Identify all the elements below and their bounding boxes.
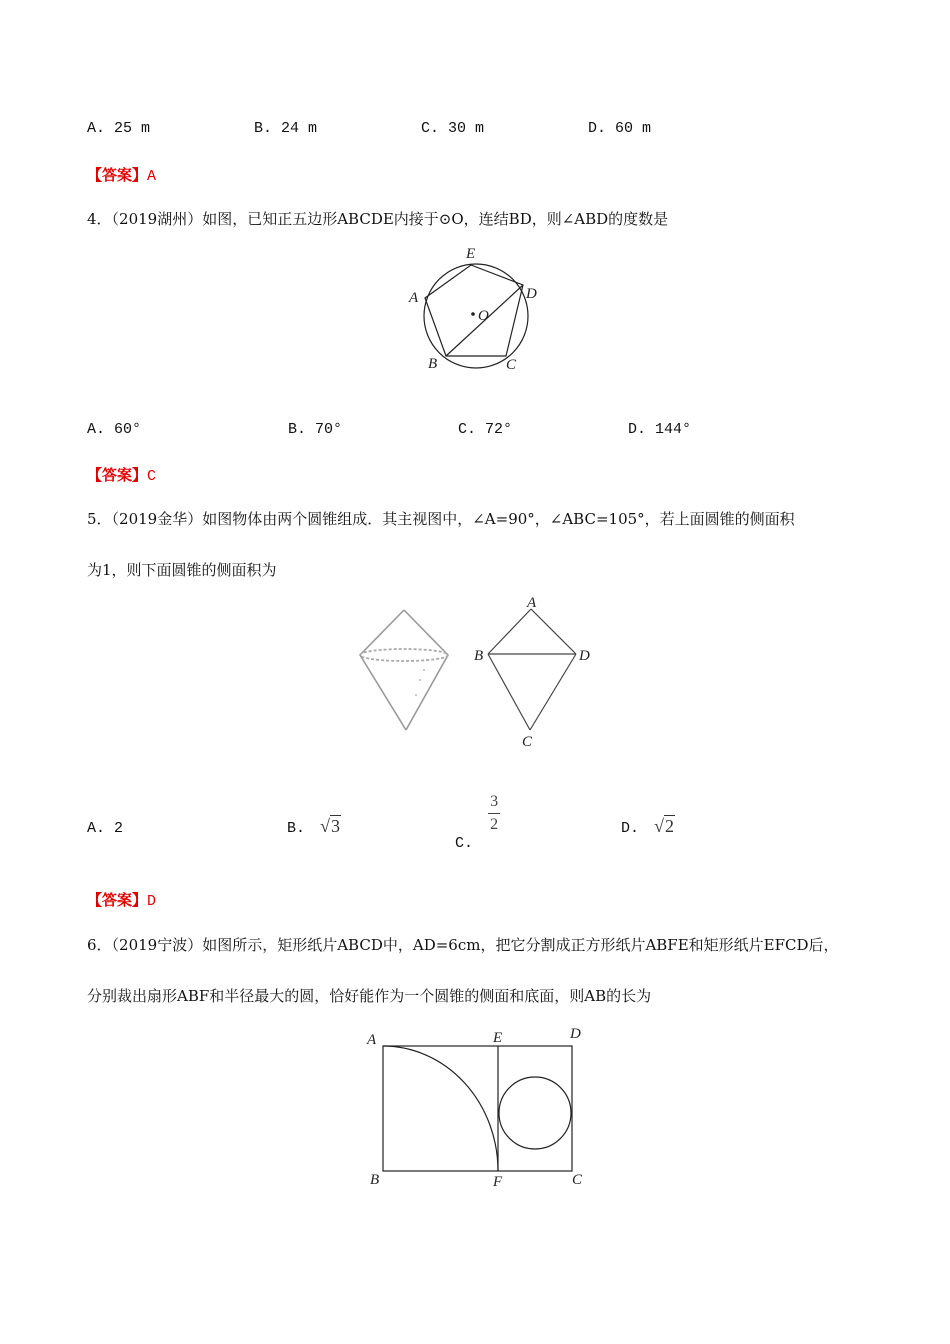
q3-answer <box>87 164 156 185</box>
label-f: F <box>493 1174 503 1190</box>
q4-option-a: A. 60° <box>87 421 142 438</box>
radicand: 3 <box>331 816 340 836</box>
q4-pentagon-figure <box>400 240 560 380</box>
sqrt-2: √2 <box>654 816 674 836</box>
circumcircle <box>424 264 528 368</box>
fraction-bar <box>488 813 500 814</box>
q5-front-view-figure <box>470 592 600 752</box>
q3-option-d: D. 60 m <box>588 120 652 137</box>
label-b: B <box>370 1172 380 1188</box>
q5-option-d <box>621 816 675 837</box>
q4-option-c: C. 72° <box>458 421 513 438</box>
q5-option-b <box>287 816 341 837</box>
radicand: 2 <box>665 816 674 836</box>
inscribed-circle <box>499 1077 571 1149</box>
rectangle-abcd <box>383 1046 572 1171</box>
q6-number: 6． <box>87 936 112 954</box>
label-d: D <box>526 286 537 302</box>
q6-question-line2: 分别裁出扇形ABF和半径最大的圆，恰好能作为一个圆锥的侧面和底面，则AB的长为 <box>87 987 652 1005</box>
label-a: A <box>409 290 419 306</box>
sector-arc-af <box>383 1046 498 1171</box>
label-d: D <box>570 1026 581 1042</box>
q3-option-b: B. 24 m <box>254 120 318 137</box>
q6-text-line1: （2019宁波）如图所示，矩形纸片ABCD中，AD=6cm，把它分割成正方形纸片ABFE和矩形纸片EFCD后， <box>111 936 839 954</box>
q5-question-line2: 为1，则下面圆锥的侧面积为 <box>87 561 277 579</box>
denominator: 2 <box>490 816 499 833</box>
q5-double-cone-picture <box>350 600 460 740</box>
q3-answer-label: 【答案】 <box>87 166 148 184</box>
label-c: C <box>572 1172 583 1188</box>
label-e: E <box>466 246 476 262</box>
label-c: C <box>522 734 533 750</box>
label-c: C <box>506 357 517 373</box>
fraction-3-2 <box>488 793 500 834</box>
q4-option-d: D. 144° <box>628 421 692 438</box>
q4-answer <box>87 464 156 485</box>
q4-text: （2019湖州）如图，已知正五边形ABCDE内接于⊙O，连结BD，则∠ABD的度数是 <box>111 210 669 228</box>
label-b: B <box>428 356 438 372</box>
sqrt-3: √3 <box>320 816 340 836</box>
label-e: E <box>493 1030 503 1046</box>
label-d: D <box>579 648 590 664</box>
q4-answer-value: C <box>147 468 157 485</box>
label-a: A <box>367 1032 377 1048</box>
label-a: A <box>527 595 537 611</box>
q4-question <box>87 208 668 229</box>
q5-answer-value: D <box>147 893 157 910</box>
q5-option-c <box>455 793 500 852</box>
numerator: 3 <box>490 793 499 810</box>
q5-text-line1: （2019金华）如图物体由两个圆锥组成．其主视图中，∠A=90°，∠ABC=105°，若上面圆锥的侧面积 <box>111 510 795 528</box>
q5-answer <box>87 889 156 910</box>
q3-answer-value: A <box>147 168 157 185</box>
q5-answer-label: 【答案】 <box>87 891 148 909</box>
q4-option-b: B. 70° <box>288 421 343 438</box>
q3-option-c: C. 30 m <box>421 120 485 137</box>
label-o: O <box>478 308 489 324</box>
q5-number: 5． <box>87 510 112 528</box>
q5-option-b-label: B. <box>287 820 306 837</box>
q6-rectangle-figure <box>360 1020 600 1195</box>
q6-question-line1 <box>87 934 839 955</box>
center-o-dot <box>471 312 475 316</box>
q5-option-d-label: D. <box>621 820 640 837</box>
q4-number: 4． <box>87 210 112 228</box>
label-b: B <box>474 648 484 664</box>
q5-question-line1 <box>87 508 795 529</box>
q4-answer-label: 【答案】 <box>87 466 148 484</box>
q3-option-a: A. 25 m <box>87 120 151 137</box>
q5-option-c-label: C. <box>455 835 474 852</box>
q5-option-a: A. 2 <box>87 820 124 837</box>
